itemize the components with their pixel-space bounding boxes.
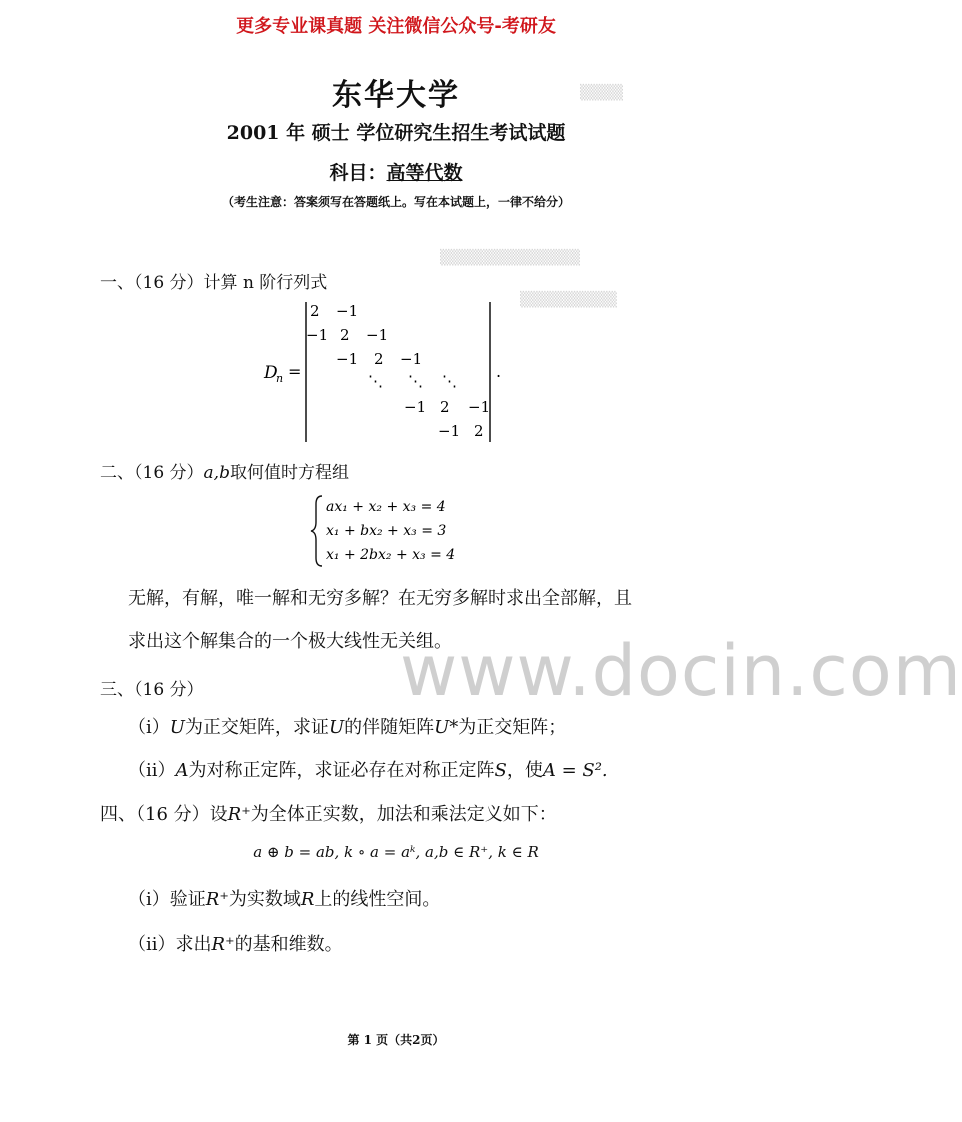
det-entry: 2 (310, 302, 320, 320)
q4-i-label: （i）验证 (128, 889, 206, 910)
equation-1: ax₁ + x₂ + x₃ = 4 (326, 499, 446, 515)
exam-title: 2001 年 硕士 学位研究生招生考试试题 (226, 122, 566, 144)
det-lhs-sub: n (276, 372, 284, 385)
q4-part-i (128, 885, 440, 911)
system-brace (311, 496, 322, 566)
q3-ii-a: A (175, 760, 189, 781)
q4-rplus: R⁺ (227, 804, 251, 825)
det-lhs: D (264, 363, 278, 383)
promo-banner: 更多专业课真题 关注微信公众号-考研友 (236, 16, 556, 37)
det-entry: 2 (374, 350, 384, 368)
det-period: . (496, 362, 502, 381)
q3-i-text: 为正交矩阵，求证 (184, 717, 329, 738)
det-entry: −1 (468, 398, 491, 416)
q3-i-label: （i） (128, 717, 170, 738)
det-entry: 2 (440, 398, 450, 416)
q4-i-text: 为实数域 (228, 889, 301, 910)
q2-text: 取何值时方程组 (229, 463, 349, 483)
q2-prefix: 二、（16 分） (100, 463, 204, 483)
university-title: 东华大学 (332, 78, 460, 113)
equation-3: x₁ + 2bx₂ + x₃ = 4 (326, 547, 456, 563)
det-entry: ⋱ (442, 372, 457, 390)
bleed-through-mark: ▒▒▒▒ (580, 85, 624, 101)
q4-part-ii (128, 930, 343, 956)
subject-line (0, 158, 792, 185)
q3-ii-formula: A = S². (542, 760, 608, 781)
q4-prefix: 四、（16 分）设 (100, 804, 228, 825)
det-entry: −1 (400, 350, 423, 368)
q3-ii-text: 为对称正定阵，求证必存在对称正定阵 (188, 760, 495, 781)
det-entry: 2 (474, 422, 484, 440)
q3-ii-label: （ii） (128, 760, 176, 781)
det-entry: −1 (404, 398, 427, 416)
det-entry: −1 (336, 350, 359, 368)
docin-watermark: www.docin.com (400, 630, 962, 712)
det-equals: = (288, 362, 302, 381)
det-entry: ⋱ (368, 372, 383, 390)
q3-i-u2: U (328, 717, 345, 738)
q2-line-1: 无解，有解，唯一解和无穷多解？在无穷多解时求出全部解，且 (128, 588, 632, 609)
det-entry: −1 (366, 326, 389, 344)
q4-ii-label: （ii）求出 (128, 934, 212, 955)
q3-ii-text2: ，使 (506, 760, 543, 781)
det-entries (306, 302, 490, 440)
det-entry: −1 (306, 326, 329, 344)
page-footer: 第 1 页（共2页） (347, 1033, 445, 1047)
determinant-figure (260, 298, 520, 446)
bleed-through-mark: ▒▒▒▒▒▒▒▒▒ (520, 292, 617, 308)
subject-value: 高等代数 (386, 162, 463, 184)
q4-text: 为全体正实数，加法和乘法定义如下： (250, 804, 557, 825)
q3-i-u: U (169, 717, 185, 738)
q4-formula: a ⊕ b = ab, k ∘ a = aᵏ, a,b ∈ R⁺, k ∈ R (253, 843, 539, 861)
q3-ii-s: S (494, 760, 507, 781)
exam-notice: （考生注意：答案须写在答题纸上。写在本试题上，一律不给分） (221, 195, 570, 209)
q3-i-text3: 为正交矩阵； (458, 717, 567, 738)
q1-heading: 一、（16 分）计算 n 阶行列式 (100, 273, 328, 293)
q3-i-text2: 的伴随矩阵 (344, 717, 435, 738)
det-entry: ⋱ (408, 372, 423, 390)
subject-label: 科目： (329, 162, 387, 184)
q2-line-2: 求出这个解集合的一个极大线性无关组。 (128, 631, 452, 652)
q3-heading: 三、（16 分） (100, 680, 204, 700)
q4-ii-rplus: R⁺ (211, 934, 235, 955)
bleed-through-mark: ▒▒▒▒▒▒▒▒▒▒▒▒▒ (440, 250, 580, 266)
det-entry: −1 (336, 302, 359, 320)
det-entry: −1 (438, 422, 461, 440)
q2-vars: a,b (203, 463, 230, 483)
equation-system (310, 492, 470, 570)
q3-i-ustar: U* (434, 717, 459, 738)
q4-i-r: R (300, 889, 315, 910)
det-entry: 2 (340, 326, 350, 344)
q3-part-i (128, 713, 566, 739)
q4-heading (100, 800, 557, 826)
q4-i-rplus: R⁺ (205, 889, 229, 910)
q2-heading (100, 458, 349, 483)
q4-i-text2: 上的线性空间。 (314, 889, 441, 910)
q4-ii-text: 的基和维数。 (234, 934, 343, 955)
equation-2: x₁ + bx₂ + x₃ = 3 (326, 523, 447, 539)
q3-part-ii (128, 756, 608, 782)
